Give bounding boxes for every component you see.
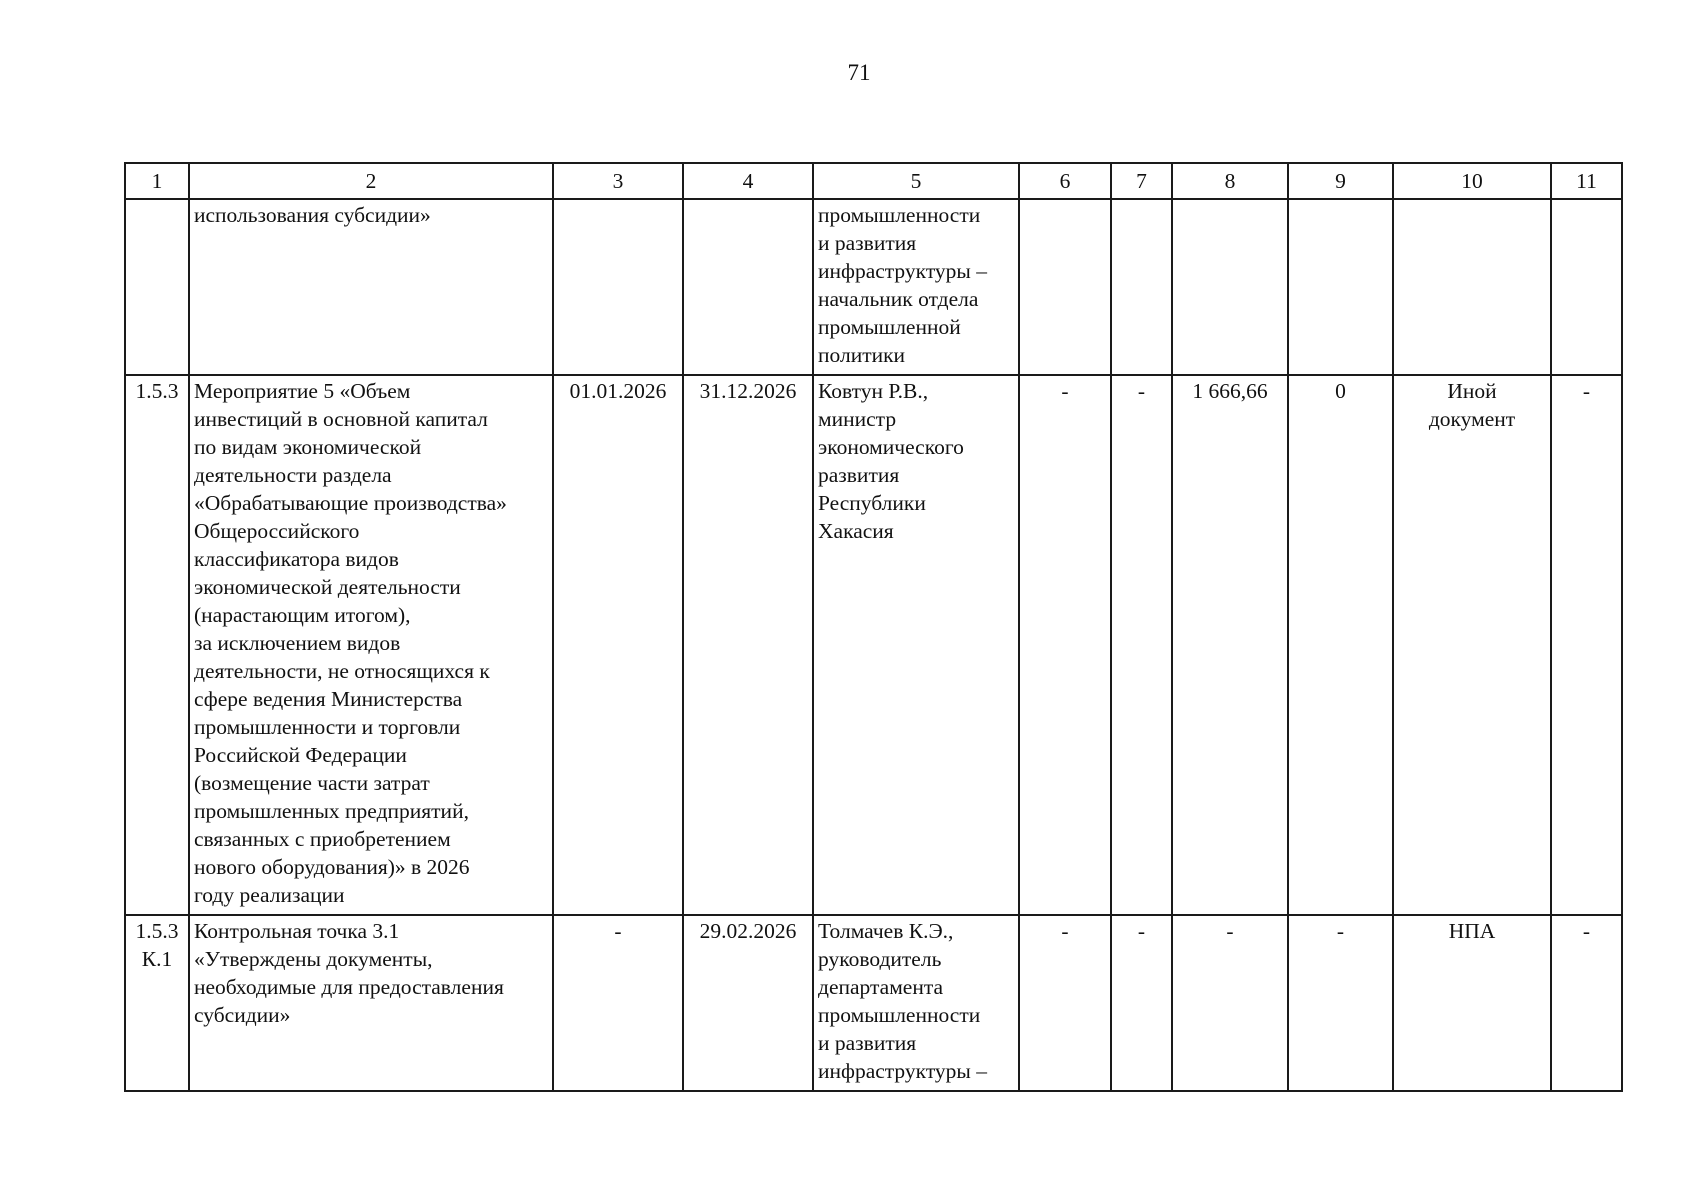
value-col-8: 1 666,66 xyxy=(1172,375,1288,915)
column-header: 2 xyxy=(189,163,553,199)
document-type: Иной документ xyxy=(1393,375,1551,915)
value-col-6: - xyxy=(1019,375,1111,915)
activity-description: Контрольная точка 3.1 «Утверждены документы, необходимые для предоставления субсидии» xyxy=(189,915,553,1091)
value-col-11 xyxy=(1551,199,1622,375)
start-date xyxy=(553,199,683,375)
value-col-7 xyxy=(1111,199,1172,375)
value-col-8: - xyxy=(1172,915,1288,1091)
activity-description: использования субсидии» xyxy=(189,199,553,375)
value-col-6 xyxy=(1019,199,1111,375)
plan-table xyxy=(124,162,1623,1092)
column-header: 5 xyxy=(813,163,1019,199)
activity-description: Мероприятие 5 «Объем инвестиций в основной капитал по видам экономической деятельности раздела «Обрабатывающие производства» Общероссийского классификатора видов экономической деятельности (нарастающим итогом), за исключением видов деятельности, не относящихся к сфере ведения Министерства промышленности и торговли Российской Федерации (возмещение части затрат промышленных предприятий, связанных с приобретением нового оборудования)» в 2026 году реализации xyxy=(189,375,553,915)
start-date: 01.01.2026 xyxy=(553,375,683,915)
table-row xyxy=(125,375,1622,915)
column-header: 9 xyxy=(1288,163,1393,199)
value-col-7: - xyxy=(1111,915,1172,1091)
row-number: 1.5.3 К.1 xyxy=(125,915,189,1091)
column-header: 4 xyxy=(683,163,813,199)
value-col-9: - xyxy=(1288,915,1393,1091)
header-row xyxy=(125,163,1622,199)
end-date xyxy=(683,199,813,375)
value-col-8 xyxy=(1172,199,1288,375)
end-date: 29.02.2026 xyxy=(683,915,813,1091)
value-col-7: - xyxy=(1111,375,1172,915)
document-type xyxy=(1393,199,1551,375)
row-number: 1.5.3 xyxy=(125,375,189,915)
table-row xyxy=(125,915,1622,1091)
value-col-6: - xyxy=(1019,915,1111,1091)
responsible-person: Толмачев К.Э., руководитель департамента промышленности и развития инфраструктуры – xyxy=(813,915,1019,1091)
responsible-person: Ковтун Р.В., министр экономического развития Республики Хакасия xyxy=(813,375,1019,915)
column-header: 1 xyxy=(125,163,189,199)
column-header: 11 xyxy=(1551,163,1622,199)
value-col-9: 0 xyxy=(1288,375,1393,915)
start-date: - xyxy=(553,915,683,1091)
column-header: 10 xyxy=(1393,163,1551,199)
end-date: 31.12.2026 xyxy=(683,375,813,915)
page-number: 71 xyxy=(847,60,871,85)
document-type: НПА xyxy=(1393,915,1551,1091)
column-header: 6 xyxy=(1019,163,1111,199)
responsible-person: промышленности и развития инфраструктуры – начальник отдела промышленной политики xyxy=(813,199,1019,375)
value-col-9 xyxy=(1288,199,1393,375)
row-number xyxy=(125,199,189,375)
column-header: 7 xyxy=(1111,163,1172,199)
value-col-11: - xyxy=(1551,375,1622,915)
value-col-11: - xyxy=(1551,915,1622,1091)
table-row xyxy=(125,199,1622,375)
column-header: 8 xyxy=(1172,163,1288,199)
column-header: 3 xyxy=(553,163,683,199)
